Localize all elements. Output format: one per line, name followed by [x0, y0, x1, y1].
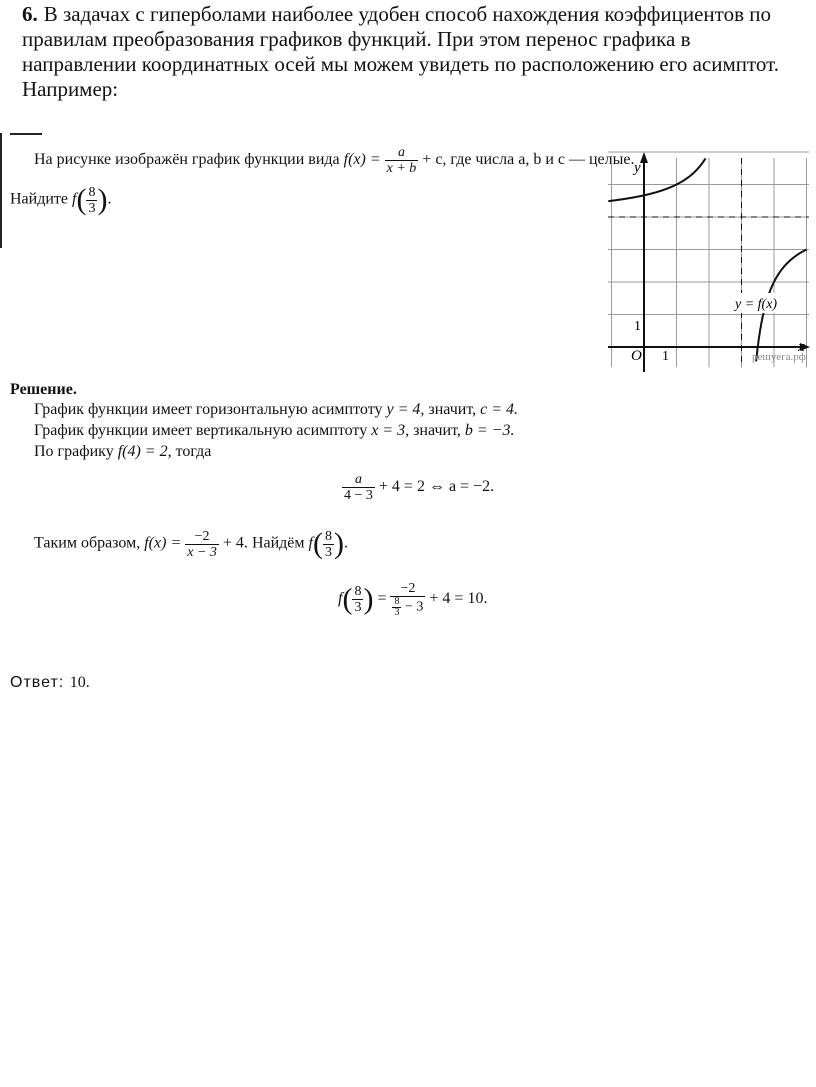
- eq2-arg-fraction: [352, 584, 363, 615]
- problem-number: 6.: [22, 2, 38, 26]
- eq2-paren-right: ): [363, 582, 374, 616]
- find-denominator: 3: [88, 200, 96, 216]
- curve-label: y = f(x): [735, 297, 778, 312]
- line1-eq: y = 4,: [386, 401, 425, 418]
- graph-grid: [608, 152, 814, 367]
- line2-mid: значит,: [413, 422, 461, 439]
- paren-right: ): [97, 183, 108, 216]
- equation-1: [342, 472, 494, 503]
- eq2-denominator: [390, 596, 425, 618]
- eq2-equals: =: [377, 590, 387, 608]
- line1-text: График функции имеет горизонтальную асимптоту: [34, 401, 383, 418]
- eq1-fraction: [342, 472, 375, 503]
- eq2-arg-denominator: 3: [354, 600, 362, 615]
- line1-result: c = 4.: [480, 401, 519, 418]
- line2-result: b = −3.: [464, 422, 515, 439]
- find-label: Найдите: [10, 190, 69, 208]
- x-axis-label: x: [798, 339, 805, 355]
- condition-numerator: a: [397, 145, 405, 160]
- eq2-small-numerator: 8: [394, 596, 400, 607]
- solution-line-2: [34, 422, 514, 440]
- y-unit-label: 1: [634, 319, 641, 334]
- line3-end: тогда: [175, 443, 212, 460]
- top-rule: [10, 133, 42, 135]
- line4-fx: f(x) =: [144, 534, 182, 552]
- eq2-paren-left: (: [342, 582, 353, 616]
- line4-find: Найдём: [251, 534, 305, 552]
- condition-denominator: x + b: [386, 161, 417, 176]
- line3-eq: f(4) = 2,: [117, 443, 172, 460]
- line4-denominator: x − 3: [187, 544, 217, 560]
- line4-fraction: [185, 529, 219, 560]
- line4-numerator: −2: [194, 528, 210, 544]
- eq2-small-fraction: [392, 597, 401, 618]
- problem-condition: [34, 145, 635, 176]
- solution-line-4: [34, 527, 348, 561]
- eq2-denominator-rest: − 3: [404, 599, 424, 615]
- line4-arg-denominator: 3: [324, 544, 332, 560]
- find-numerator: 8: [88, 184, 96, 200]
- condition-fraction: [385, 145, 419, 176]
- eq2-fraction: [390, 581, 425, 618]
- eq1-rest: + 4 = 2 ⇔ a = −2.: [378, 478, 495, 496]
- eq2-rest: + 4 = 10.: [429, 590, 488, 608]
- function-graph: [604, 150, 814, 375]
- find-fraction: [86, 185, 97, 216]
- line4-paren-left: (: [312, 527, 323, 560]
- find-f: f: [72, 190, 77, 208]
- line4-arg-numerator: 8: [324, 528, 332, 544]
- solution-line-1: [34, 401, 518, 419]
- y-axis-label: y: [634, 160, 641, 176]
- x-unit-label: 1: [662, 349, 669, 364]
- origin-label: O: [631, 348, 642, 364]
- condition-prefix: На рисунке изображён график функции вида: [34, 151, 340, 169]
- line3-text: По графику: [34, 443, 114, 460]
- eq1-numerator: a: [354, 472, 362, 487]
- solution-line-3: [34, 443, 211, 461]
- intro-paragraph: [22, 2, 802, 102]
- eq2-arg-numerator: 8: [354, 584, 362, 599]
- equation-2: [338, 581, 487, 618]
- eq2-small-denominator: 3: [394, 607, 400, 618]
- line1-mid: значит,: [428, 401, 477, 418]
- line4-text: Таким образом,: [34, 534, 141, 552]
- eq1-denominator: 4 − 3: [344, 488, 373, 503]
- answer-label: Ответ:: [10, 674, 65, 691]
- solution-title: Решение.: [10, 381, 77, 398]
- find-dot: .: [107, 190, 112, 208]
- paren-left: (: [76, 183, 87, 216]
- line4-arg-fraction: [323, 529, 334, 560]
- eq2-f: f: [338, 590, 343, 608]
- intro-text: В задачах с гиперболами наиболее удобен способ нахождения коэффициентов по правилам преобразования графиков функций. При этом перенос графика в направлении координатных осей мы можем увидеть по расположению его асимптот. Например:: [22, 2, 779, 101]
- y-axis-arrow-icon: [640, 152, 648, 163]
- line4-f: f: [308, 534, 313, 552]
- watermark: решуега.рф: [752, 351, 806, 363]
- line2-eq: x = 3,: [371, 422, 410, 439]
- answer-value: 10.: [69, 674, 90, 691]
- line2-text: График функции имеет вертикальную асимптоту: [34, 422, 368, 439]
- problem-task: [10, 183, 111, 217]
- condition-fx: f(x) =: [343, 151, 381, 169]
- answer: [10, 674, 90, 692]
- left-margin-rule: [0, 133, 2, 248]
- curve-left-branch: [608, 158, 705, 201]
- line4-rest: + 4.: [222, 534, 248, 552]
- eq2-numerator: −2: [400, 581, 416, 596]
- line4-paren-right: ): [333, 527, 344, 560]
- line4-dot: .: [343, 534, 348, 552]
- condition-suffix: + c, где числа a, b и c — целые.: [422, 151, 635, 169]
